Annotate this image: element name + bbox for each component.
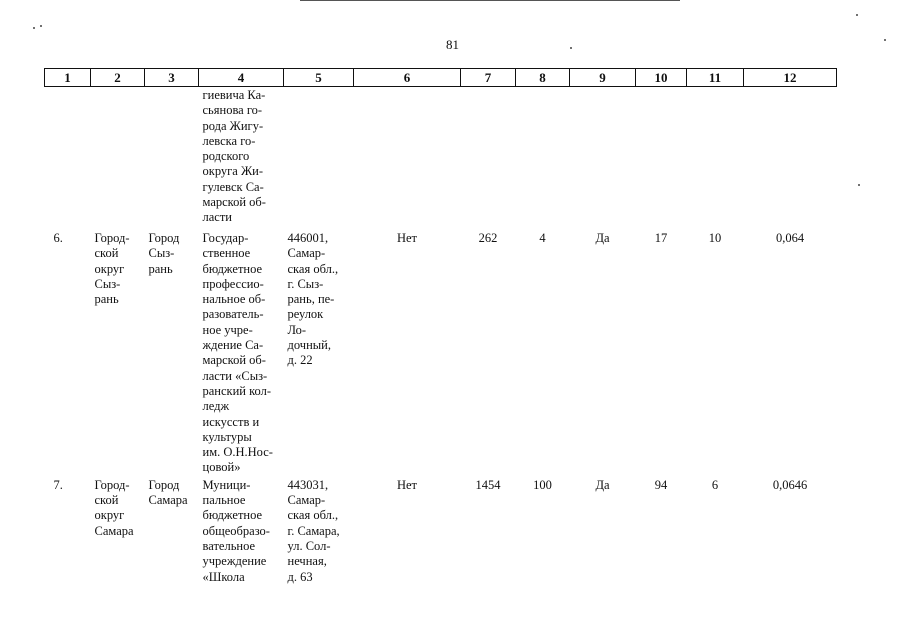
scan-speck [40, 25, 42, 27]
page-number: 81 [446, 37, 459, 52]
column-header-12: 12 [744, 69, 837, 87]
column-header-7: 7 [461, 69, 516, 87]
column-header-6: 6 [354, 69, 461, 87]
table-row-continuation [45, 87, 837, 228]
column-10-cell: 94 [654, 477, 668, 492]
column-11-cell: 6 [711, 477, 719, 492]
data-table [44, 68, 837, 585]
column-6-cell: Нет [396, 231, 418, 245]
table-row [45, 476, 837, 585]
column-8-cell: 100 [533, 477, 552, 492]
column-header-11: 11 [687, 69, 744, 87]
institution-name-cell: Муници- пальное бюджетное общеобразо- вательное учреждение «Школа [202, 477, 270, 584]
column-header-3: 3 [145, 69, 199, 87]
column-6-cell: Нет [396, 477, 418, 492]
column-9-cell: Да [595, 477, 610, 492]
address-cell: 443031, Самар- ская обл., г. Самара, ул. Сол- нечная, д. 63 [287, 477, 340, 584]
city-cell: Город Самара [148, 477, 188, 508]
institution-name-cell: Государ- ственное бюджетное профессио- нальное об- разователь- ное учре- ждение Са- марской об- ласти «Сыз- ранский кол- ледж искусств и культуры им. О.Н.Нос- цовой» [202, 231, 273, 475]
column-10-cell: 17 [654, 231, 668, 245]
column-header-8: 8 [516, 69, 570, 87]
header-row [45, 69, 837, 87]
column-header-10: 10 [636, 69, 687, 87]
column-7-cell: 1454 [475, 477, 501, 492]
column-9-cell: Да [595, 231, 610, 245]
district-cell: Город- ской округ Сыз- рань [94, 231, 130, 307]
column-header-1: 1 [45, 69, 91, 87]
column-header-2: 2 [91, 69, 145, 87]
column-header-4: 4 [199, 69, 284, 87]
row-number: 7. [53, 477, 63, 492]
scan-top-line [300, 0, 680, 1]
column-12-cell: 0,064 [775, 231, 805, 245]
column-8-cell: 4 [539, 231, 546, 245]
column-11-cell: 10 [708, 231, 722, 245]
column-header-5: 5 [284, 69, 354, 87]
address-cell: 446001, Самар- ская обл., г. Сыз- рань, пе- реулок Ло- дочный, д. 22 [287, 231, 339, 368]
scan-speck [33, 27, 35, 29]
district-cell: Город- ской округ Самара [94, 477, 134, 538]
city-cell: Город Сыз- рань [148, 231, 180, 276]
scan-speck [858, 184, 860, 186]
table-row [45, 227, 837, 476]
row-number: 6. [53, 231, 63, 245]
column-7-cell: 262 [478, 231, 498, 245]
column-header-9: 9 [570, 69, 636, 87]
institution-name-continuation: гиевича Ка- сьянова го- рода Жигу- левска го- родского округа Жи- гулевск Са- марской об- ласти [202, 88, 266, 225]
column-12-cell: 0,0646 [772, 477, 808, 492]
scan-speck [856, 14, 858, 16]
